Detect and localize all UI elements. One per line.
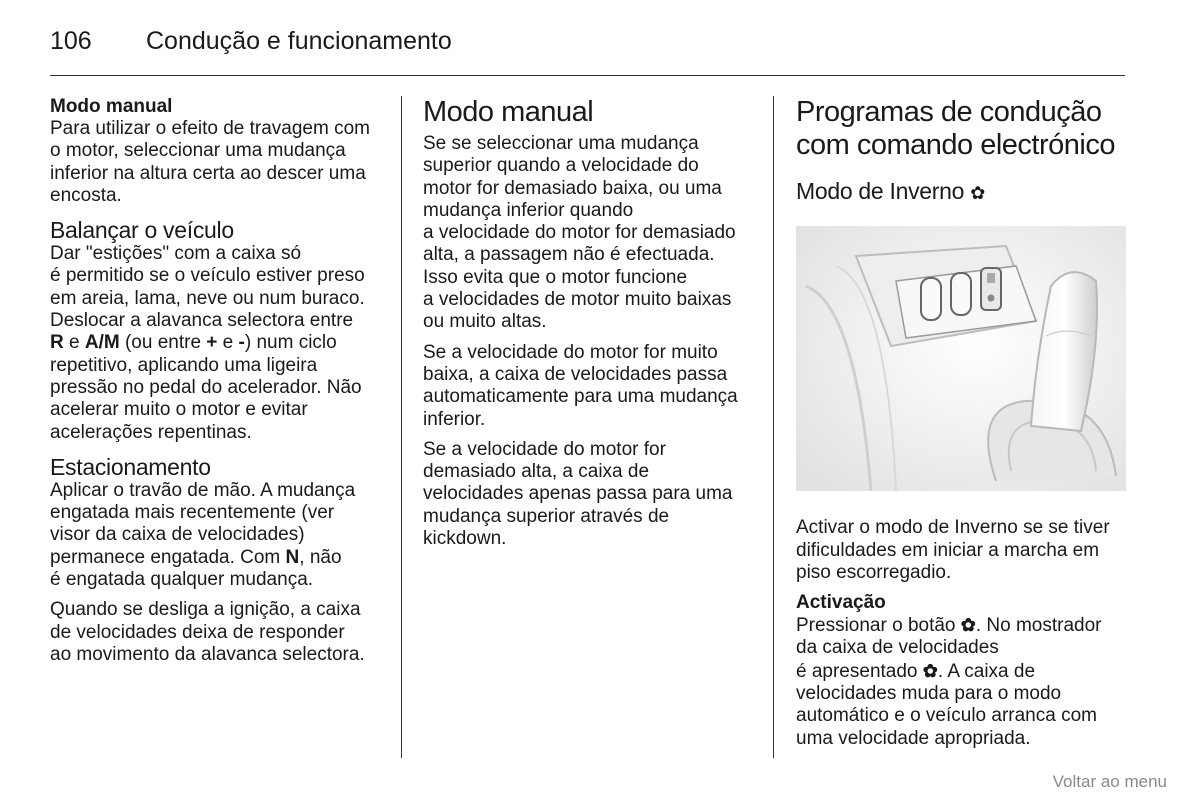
paragraph: Activar o modo de Inverno se se tiver dificuldades em iniciar a marcha em piso escorregadio.: [796, 517, 1110, 583]
text: , não é engatada qualquer mudança.: [50, 546, 342, 591]
paragraph: Se a velocidade do motor for demasiado alta, a caixa de velocidades apenas passa para uma mudança superior através de kickdown.: [423, 438, 733, 550]
text: Dar "estições" com a caixa só é permitido se o veículo estiver preso em areia, lama, neve ou num buraco. Deslocar a alavanca selectora entre: [50, 243, 365, 332]
column-2: [423, 96, 758, 558]
text: e: [217, 332, 239, 354]
column-divider-1: [401, 96, 402, 758]
heading-modo-inverno: [796, 178, 1131, 206]
heading-programas: Programas de condução com comando electrónico: [796, 96, 1115, 161]
gear-r: R: [50, 332, 64, 354]
paragraph-activacao: [796, 614, 1131, 750]
paragraph-estacionamento: [50, 480, 385, 591]
gear-minus: -: [238, 332, 245, 354]
text: Pressionar o botão: [796, 615, 961, 637]
column-3: [796, 96, 1131, 758]
text: . A caixa de velocidades muda para o modo automático e o veículo arranca com uma velocidade apropriada.: [796, 660, 1097, 749]
column-divider-2: [773, 96, 774, 758]
paragraph: Se a velocidade do motor for muito baixa, a caixa de velocidades passa automaticamente para uma mudança inferior.: [423, 341, 738, 430]
winter-mode-icon: ✿: [922, 660, 938, 681]
text: (ou entre: [119, 332, 207, 354]
column-1: [50, 96, 385, 674]
back-to-menu-link[interactable]: Voltar ao menu: [1052, 772, 1167, 791]
heading-modo-manual: Modo manual: [423, 96, 594, 128]
heading-text: Modo de Inverno: [796, 178, 965, 204]
winter-mode-icon: ✿: [960, 615, 976, 636]
gear-n: N: [285, 546, 300, 568]
heading-balancar: Balançar o veículo: [50, 217, 234, 244]
paragraph: Para utilizar o efeito de travagem com o motor, seleccionar uma mudança inferior na altura certa ao descer uma encosta.: [50, 118, 370, 206]
text: ) num ciclo repetitivo, aplicando uma ligeira pressão no pedal do acelerador. Não acelerar muito o motor e evitar acelerações repentinas.: [50, 332, 362, 443]
section-title: Condução e funcionamento: [146, 26, 452, 55]
winter-mode-icon: ✿: [970, 183, 986, 203]
text: e: [63, 332, 85, 354]
gear-am: A/M: [84, 332, 120, 354]
page-header: [50, 24, 452, 58]
heading-activacao: Activação: [796, 592, 886, 614]
gear-plus: +: [206, 332, 218, 354]
gear-console-illustration: [796, 226, 1126, 491]
paragraph-balancar: [50, 243, 385, 444]
text: . No mostrador da caixa de velocidades é apresentado: [796, 615, 1102, 682]
header-rule: [50, 75, 1125, 76]
heading-modo-manual-small: Modo manual: [50, 96, 173, 117]
paragraph: Se se seleccionar uma mudança superior quando a velocidade do motor for demasiado baixa, ou uma mudança inferior quando a velocidade do motor for demasiado alta, a passagem não é efectuada. Isso evita que o motor funcione a velocidades de motor muito baixas ou muito altas.: [423, 133, 736, 333]
page-number: 106: [50, 26, 92, 55]
paragraph: Quando se desliga a ignição, a caixa de velocidades deixa de responder ao movimento da alavanca selectora.: [50, 599, 365, 665]
heading-estacionamento: Estacionamento: [50, 453, 211, 480]
text: Aplicar o travão de mão. A mudança engatada mais recentemente (ver visor da caixa de velocidades) permanece engatada. Com: [50, 479, 356, 568]
